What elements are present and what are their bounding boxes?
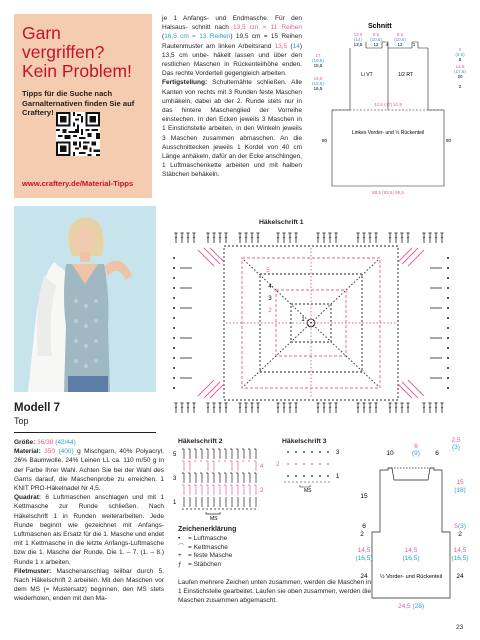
- svg-text:(19,5): (19,5): [312, 58, 324, 63]
- haekelschrift-1-chart: [168, 228, 458, 418]
- model-illustration: [14, 206, 156, 392]
- svg-text:14,5: 14,5: [453, 547, 467, 554]
- svg-text:8,5: 8,5: [372, 32, 380, 37]
- model-title: Modell 7: [14, 402, 61, 414]
- svg-text:15: 15: [456, 479, 464, 486]
- svg-text:(10,5): (10,5): [394, 37, 406, 42]
- pattern-schematic-top: [304, 22, 470, 202]
- svg-text:5: 5: [454, 523, 458, 530]
- svg-text:19,5: 19,5: [313, 76, 323, 81]
- haekelschrift-3-title: Häkelschrift 3: [282, 438, 327, 445]
- svg-text:80: 80: [322, 138, 328, 143]
- page-number: 23: [456, 624, 464, 631]
- svg-text:(18): (18): [454, 487, 466, 494]
- svg-text:(16,5): (16,5): [451, 555, 469, 562]
- svg-text:24,5 (28): 24,5 (28): [397, 603, 425, 610]
- svg-text:1: 1: [173, 500, 177, 506]
- svg-text:(3): (3): [458, 523, 466, 530]
- model-subtitle: Top: [14, 416, 29, 426]
- note-text: Laufen mehrere Zeichen unten zusammen, werden die Maschen in 1 Einstichstelle gearbeitet. Laufen sie oben zusammen, werden die Maschen zusammen abgemascht.: [178, 579, 371, 605]
- svg-text:12: 12: [397, 42, 403, 47]
- legend-item-kettmasche: ⌒ = Kettmasche: [178, 543, 228, 551]
- chain-stitch-icon: •: [178, 535, 181, 543]
- svg-text:15,5: 15,5: [313, 63, 323, 68]
- haekelschrift-1-title: Häkelschrift 1: [259, 219, 304, 226]
- svg-text:4: 4: [385, 42, 389, 47]
- svg-text:(16,5): (16,5): [402, 555, 420, 562]
- svg-text:8,5: 8,5: [396, 32, 404, 37]
- svg-text:4: 4: [260, 464, 264, 470]
- legend-item-staebchen: ƒ = Stäbchen: [178, 560, 222, 568]
- single-crochet-icon: +: [178, 552, 182, 560]
- schnitt-title: Schnitt: [368, 23, 392, 30]
- model-photo: [14, 206, 156, 392]
- svg-text:5: 5: [173, 452, 177, 458]
- svg-text:3: 3: [268, 296, 272, 302]
- svg-text:(10,5): (10,5): [370, 37, 382, 42]
- double-crochet-icon: ƒ: [178, 560, 182, 568]
- svg-text:(17,5): (17,5): [454, 69, 466, 74]
- svg-text:13,5: 13,5: [353, 42, 363, 47]
- slip-stitch-icon: ⌒: [178, 543, 185, 551]
- svg-text:(6,5): (6,5): [455, 52, 465, 57]
- svg-text:20: 20: [457, 74, 463, 79]
- svg-text:(3): (3): [452, 444, 460, 451]
- svg-text:80: 80: [446, 138, 452, 143]
- svg-text:17: 17: [315, 53, 321, 58]
- svg-text:15: 15: [360, 493, 368, 500]
- legend-item-feste-masche: + = feste Masche: [178, 552, 233, 560]
- schnitt-body-label: Linkes Vorder- und ½ Rückenteil: [351, 130, 425, 136]
- svg-text:(9): (9): [412, 450, 420, 457]
- svg-text:MS: MS: [210, 516, 218, 520]
- instruction-text-top: je 1 Anfangs- und Endmasche. Für den Halsaus- schnitt nach 13,5 cm = 11 Reihen (16,5 cm = 13 Reihen) 19,5 cm = 15 Reihen Rautenmuster am linken Arbeitsrand 13,5 (14) 13,5 cm unbe- häkelt lassen und über den restlichen Maschen in Rückenteilhöhe enden. Das rechte Vorderteil gegengleich arbeiten. Fertigstellung: Schultemähte schließen. Alle Kanten von rechts mit 3 Runden feste Maschen umhäkeln, dabei ab der 2. Runde stets nur in das hintere Maschenglied der Vorreihe einstechen. In den Ecken jeweils 3 Maschen in 1 Einstichstelle arbeiten, in den Winkeln jeweils 3 Maschen zusammen abmaschen. An die Ausschnittecken jeweils 1 Kordel von 40 cm Länge anhäkeln, dafür an der Ecke anschlingen, 1 Luftmaschenkette arbeiten und mit halben Stäbchen behäkeln.: [162, 15, 303, 179]
- divider: [14, 432, 156, 433]
- haekelschrift-2-chart: [172, 446, 268, 520]
- svg-text:2: 2: [458, 84, 462, 89]
- svg-text:6: 6: [414, 443, 418, 450]
- legend-item-luftmasche: • = Luftmasche: [178, 535, 228, 543]
- svg-text:4: 4: [268, 284, 272, 290]
- svg-text:Li VT: Li VT: [361, 72, 373, 78]
- haekelschrift-2-title: Häkelschrift 2: [178, 438, 223, 445]
- svg-text:12: 12: [373, 42, 379, 47]
- svg-text:14,5: 14,5: [455, 64, 465, 69]
- svg-text:2: 2: [268, 308, 272, 314]
- svg-text:14,5: 14,5: [404, 547, 418, 554]
- svg-text:2: 2: [276, 462, 280, 468]
- haekelschrift-3-chart: [274, 446, 348, 492]
- svg-text:6: 6: [435, 450, 439, 457]
- svg-text:5: 5: [458, 47, 462, 52]
- svg-text:3: 3: [336, 450, 340, 456]
- promo-box: [14, 14, 152, 198]
- svg-text:5: 5: [266, 268, 270, 274]
- svg-text:5: 5: [458, 57, 462, 62]
- svg-text:1: 1: [301, 317, 305, 323]
- pattern-schematic-bottom: [354, 432, 470, 612]
- svg-text:3: 3: [173, 476, 177, 482]
- svg-text:42,5 (47) 51,5: 42,5 (47) 51,5: [373, 102, 403, 107]
- svg-text:1/2 RT: 1/2 RT: [398, 72, 413, 78]
- qr-code-icon: [56, 112, 100, 156]
- svg-text:(16,5): (16,5): [312, 81, 324, 86]
- svg-text:6: 6: [362, 523, 366, 530]
- svg-text:24: 24: [360, 573, 368, 580]
- instruction-text-bottom: Größe: 36/38 (42/44) Material: 350 (400) g Mischgarn, 40% Polyacryl, 26% Baumwolle, 24% Leinen LL ca. 110 m/50 g in der Farbe Ihrer Wahl. Achten Sie bei der Wahl des Garns darauf, die Maschenprobe zu erreichen. 1 KNIT PRO-Häkelnadel Nr 4,5. Quadrat: 6 Luftmaschen anschlagen und mit 1 Kettmasche zur Runde schließen. Nach Häkelschrift 1 in Runden weiterarbeiten. Jede Runde beginnt wie gezeichnet mit Anfangs-Luftmaschen als Ersatz für die 1. Masche und endet mit 1 Kettmasche in die letzte Anfangs-Luftmasche bzw die 1. Masche der Runde. Die 1. – 7. (1. – 8.) Runde 1 x arbeiten. Filetmuster: Maschenanschlag teilbar durch 5. Nach Häkelschrift 2 arbeiten. Mit den Maschen vor dem MS (= Mustersatz) beginnen, den MS stets wiederholen, enden mit den Ma-: [14, 439, 164, 603]
- legend: [178, 526, 288, 569]
- legend-title: Zeichenerklärung: [178, 526, 237, 533]
- svg-text:2: 2: [360, 531, 364, 538]
- svg-text:2: 2: [458, 531, 462, 538]
- svg-text:(16,5): (16,5): [355, 555, 373, 562]
- svg-text:16,5: 16,5: [313, 86, 323, 91]
- svg-text:1: 1: [412, 42, 416, 47]
- svg-text:2,5: 2,5: [451, 437, 461, 444]
- svg-text:14,5: 14,5: [357, 547, 371, 554]
- svg-text:(14): (14): [353, 37, 363, 42]
- promo-text: Tipps für die Suche nach Garnalternativen finden Sie auf Craftery!: [22, 89, 135, 118]
- svg-text:2: 2: [260, 488, 264, 494]
- svg-text:1: 1: [336, 474, 340, 480]
- svg-text:13,5: 13,5: [353, 32, 363, 37]
- promo-title: Garn vergriffen? Kein Problem!: [22, 23, 132, 81]
- svg-text:10: 10: [386, 450, 394, 457]
- promo-url[interactable]: www.craftery.de/Material-Tipps: [22, 179, 134, 188]
- svg-text:½ Vorder- und Rückenteil: ½ Vorder- und Rückenteil: [379, 574, 443, 580]
- svg-text:24: 24: [456, 573, 464, 580]
- svg-text:MS: MS: [304, 488, 312, 492]
- svg-text:88,5 (93,5) 95,5: 88,5 (93,5) 95,5: [372, 190, 404, 195]
